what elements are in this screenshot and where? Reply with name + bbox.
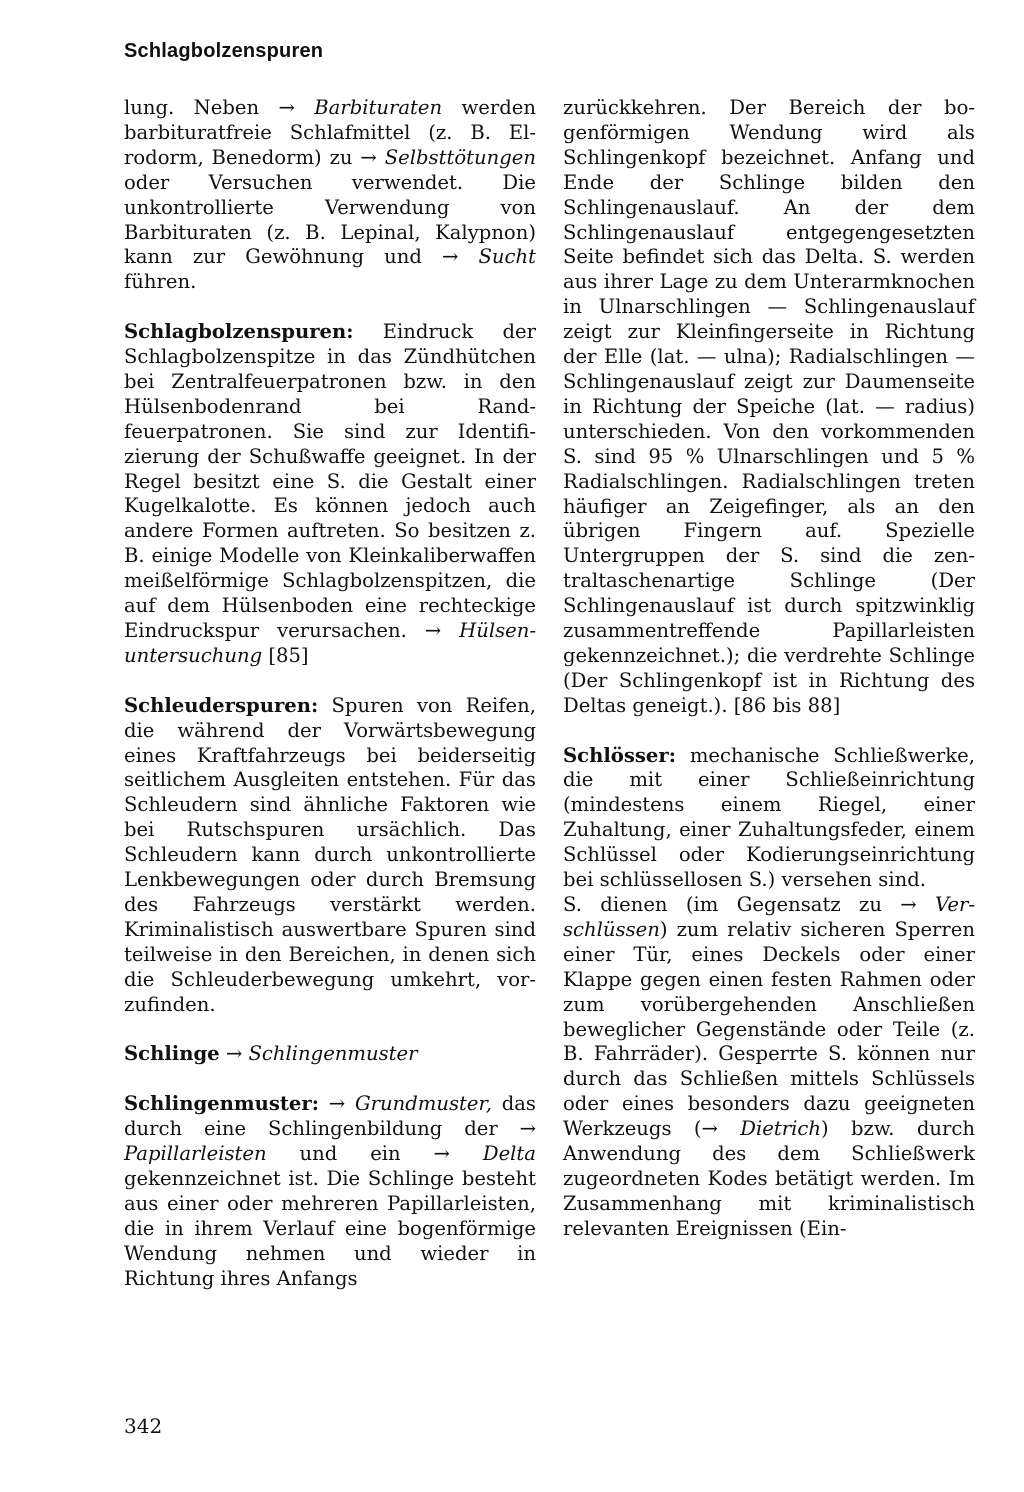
cross-reference: Barbituraten	[314, 96, 443, 119]
cross-reference: Grundmuster,	[354, 1092, 492, 1116]
cross-reference: Hülsenuntersuchung	[124, 619, 536, 667]
entry-continuation-barbiturate: lung. Neben → Barbituraten werden barbituratfreie Schlafmittel (z. B. Elrodorm, Benedorm) zu → Selbsttötungen oder Versuchen verwendet. Die unkontrollierte Verwendung von Barbituraten (z. B. Lepinal, Kalypnon) kann zur Gewöhnung und → Sucht führen.	[124, 96, 536, 294]
running-head: Schlagbolzenspuren	[124, 40, 324, 62]
left-column	[124, 96, 536, 1291]
entry-schloesser: Schlösser: mechanische Schließwerke, die mit einer Schließeinrichtung (mindestens einem Riegel, einer Zuhaltung, einer Zuhaltungsfeder, einem Schlüssel oder Kodierungseinrichtung bei schlüssellosen S.) versehen sind.	[563, 743, 975, 892]
entry-schlinge: Schlinge → Schlingenmuster	[124, 1042, 418, 1066]
entry-schloesser-paragraph-2: S. dienen (im Gegensatz zu → Verschlüssen) zum relativ sicheren Sperren einer Tür, eines Deckels oder einer Klappe gegen einen festen Rahmen oder zum vorübergehenden Anschließen beweglicher Gegenstände oder Teile (z. B. Fahrräder). Gesperrte S. können nur durch das Schließen mittels Schlüssels oder eines besonders dazu geeigneten Werkzeugs (→ Dietrich) bzw. durch Anwendung des dem Schließwerk zugeordneten Kodes betätigt werden. Im Zusammenhang mit kriminalistisch relevanten Ereignissen (Ein-	[563, 892, 975, 1240]
entry-schlagbolzenspuren: Schlagbolzenspuren: Eindruck der Schlagbolzenspitze in das Zündhütchen bei Zentralfeuerpatronen bzw. in den Hülsenbodenrand bei Randfeuerpatronen. Sie sind zur Identifizierung der Schußwaffe geeignet. In der Regel besitzt eine S. die Gestalt einer Kugelkalotte. Es können jedoch auch andere Formen auftreten. So besitzen z. B. einige Modelle von Kleinkaliberwaffen meißelförmige Schlagbolzenspitzen, die auf dem Hülsenboden eine rechteckige Eindruckspur verursachen. → Hülsenuntersuchung [85]	[124, 320, 536, 667]
entry-headword: Schleuderspuren:	[124, 693, 319, 717]
entry-schleuderspuren: Schleuderspuren: Spuren von Reifen, die während der Vorwärtsbewegung eines Kraftfahrzeugs bei beiderseitig seitlichem Ausgleiten entstehen. Für das Schleudern sind ähnliche Faktoren wie bei Rutschspuren ursächlich. Das Schleudern kann durch unkontrollierte Lenkbewegungen oder durch Bremsung des Fahrzeugs verstärkt werden. Kriminalistisch auswertbare Spuren sind teilweise in den Bereichen, in denen sich die Schleuderbewegung umkehrt, vorzufinden.	[124, 693, 536, 1016]
entry-headword: Schlösser:	[563, 743, 676, 767]
entry-schlingenmuster: Schlingenmuster: → Grundmuster, das durch eine Schlingenbildung der → Papillarleisten und ein → Delta gekennzeichnet ist. Die Schlinge besteht aus einer oder mehreren Papillarleisten, die in ihrem Verlauf eine bogenförmige Wendung nehmen und wieder in Richtung ihres Anfangs	[124, 1092, 536, 1290]
cross-reference: Schlingenmuster	[248, 1042, 418, 1066]
right-column	[563, 96, 975, 1242]
entry-headword: Schlinge	[124, 1042, 220, 1066]
page-number: 342	[124, 1414, 163, 1438]
cross-reference: Delta	[482, 1142, 536, 1165]
cross-reference: Verschlüssen	[563, 892, 975, 941]
cross-reference: Dietrich	[740, 1117, 821, 1141]
entry-headword: Schlagbolzenspuren:	[124, 320, 354, 344]
entry-headword: Schlingenmuster:	[124, 1092, 319, 1116]
cross-reference: Sucht	[478, 245, 536, 269]
cross-reference: Papillarleisten	[124, 1142, 267, 1165]
entry-schlingenmuster-continuation: zurückkehren. Der Bereich der bogenförmigen Wendung wird als Schlingenkopf bezeichnet. Anfang und Ende der Schlinge bilden den Schlingenauslauf. An der dem Schlingenauslauf entgegengesetzten Seite befindet sich das Delta. S. werden aus ihrer Lage zu dem Unterarmknochen in Ulnarschlingen — Schlingenauslauf zeigt zur Kleinfingerseite in Richtung der Elle (lat. — ulna); Radialschlingen — Schlingenauslauf zeigt zur Daumenseite in Richtung der Speiche (lat. — radius) unterschieden. Von den vorkommenden S. sind 95 % Ulnarschlingen und 5 % Radialschlingen. Radialschlingen treten häufiger an Zeigefinger, als an den übrigen Fingern auf. Spezielle Untergruppen der S. sind die zentraltaschenartige Schlinge (Der Schlingenauslauf ist durch spitzwinklig zusammentreffende Papillarleisten gekennzeichnet.); die verdrehte Schlinge (Der Schlingenkopf ist in Richtung des Deltas geneigt.). [86 bis 88]	[563, 96, 975, 717]
cross-reference: Selbsttötungen	[384, 145, 536, 169]
